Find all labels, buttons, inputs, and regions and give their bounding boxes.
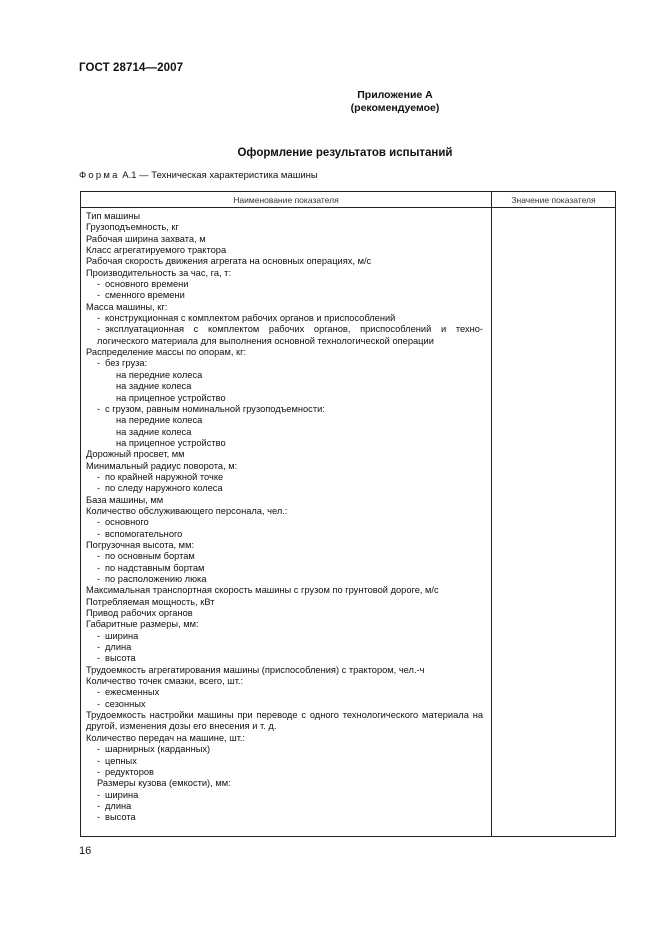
table-row: - по надставным бортам bbox=[97, 562, 205, 573]
column-header-value: Значение показателя bbox=[492, 192, 616, 208]
form-label: Форма bbox=[79, 170, 120, 181]
indicator-values-cell bbox=[492, 208, 616, 837]
column-header-name: Наименование показателя bbox=[81, 192, 492, 208]
table-row: - сезонных bbox=[97, 698, 146, 709]
table-row: на передние колеса bbox=[116, 415, 203, 426]
table-row: Трудоемкость настройки машины при переводе с одного технологического материала на другой, изменения дозы его внесения и т. д. bbox=[86, 710, 483, 732]
table-row: Максимальная транспортная скорость машины с грузом по грунтовой дороге, м/с bbox=[86, 585, 439, 596]
table-row: Производительность за час, га, т: bbox=[86, 267, 232, 278]
table-row: - цепных bbox=[97, 755, 137, 766]
table-row: Количество обслуживающего персонала, чел.: bbox=[86, 505, 288, 516]
dash-marker: - bbox=[97, 279, 101, 290]
table-row: - без груза: bbox=[97, 358, 148, 369]
table-row: - ширина bbox=[97, 789, 139, 800]
table-row: База машины, мм bbox=[86, 494, 164, 505]
table-row: - по крайней наружной точке bbox=[97, 471, 224, 482]
dash-marker: - bbox=[97, 698, 101, 709]
dash-marker: - bbox=[97, 562, 101, 573]
dash-marker: - bbox=[97, 653, 101, 664]
dash-marker: - bbox=[97, 574, 101, 584]
dash-marker: - bbox=[97, 789, 101, 800]
table-row: Грузоподъемность, кг bbox=[86, 222, 179, 233]
dash-marker: - bbox=[97, 528, 101, 539]
dash-marker: - bbox=[97, 642, 101, 653]
table-row: - ширина bbox=[97, 630, 139, 641]
table-row: - длина bbox=[97, 642, 132, 653]
dash-marker: - bbox=[97, 755, 101, 766]
table-body-row bbox=[81, 208, 616, 837]
table-row: - вспомогательного bbox=[97, 528, 183, 539]
dash-marker: - bbox=[97, 471, 101, 482]
table-row: Рабочая скорость движения агрегата на основных операциях, м/с bbox=[86, 256, 372, 267]
page-number: 16 bbox=[79, 845, 92, 857]
table-row: - редукторов bbox=[97, 766, 154, 777]
table-row: Дорожный просвет, мм bbox=[86, 449, 185, 460]
table-row: - высота bbox=[97, 653, 136, 664]
table-row: - конструкционная с комплектом рабочих органов и приспособлений bbox=[97, 313, 396, 324]
table-row: Класс агрегатируемого трактора bbox=[86, 245, 227, 256]
table-row: Количество точек смазки, всего, шт.: bbox=[86, 676, 244, 687]
table-row: Минимальный радиус поворота, м: bbox=[86, 460, 238, 471]
table-row: - высота bbox=[97, 812, 136, 823]
table-row: - по основным бортам bbox=[97, 551, 195, 562]
dash-marker: - bbox=[97, 358, 101, 369]
table-row: - по расположению люка bbox=[97, 574, 207, 584]
table-row: - ежесменных bbox=[97, 687, 160, 698]
dash-marker: - bbox=[97, 744, 101, 755]
dash-marker: - bbox=[97, 403, 101, 414]
table-row: - эксплуатационная с комплектом рабочих органов, приспособлений и техно-логического материала для выполнения основной технологической операции bbox=[97, 324, 483, 346]
table-row: Распределение массы по опорам, кг: bbox=[86, 347, 247, 358]
appendix-heading bbox=[230, 89, 560, 115]
table-row: Привод рабочих органов bbox=[86, 608, 193, 619]
dash-marker: - bbox=[97, 687, 101, 698]
dash-marker: - bbox=[97, 551, 101, 562]
document-code: ГОСТ 28714—2007 bbox=[79, 62, 184, 74]
dash-marker: - bbox=[97, 313, 101, 324]
table-row: Количество передач на машине, шт.: bbox=[86, 732, 246, 743]
table-row: на задние колеса bbox=[116, 381, 192, 392]
section-title: Оформление результатов испытаний bbox=[237, 147, 453, 159]
dash-marker: - bbox=[97, 290, 101, 301]
dash-marker: - bbox=[97, 483, 101, 494]
appendix-title: Приложение А bbox=[357, 89, 433, 101]
dash-marker: - bbox=[97, 630, 101, 641]
table-row: - основного времени bbox=[97, 279, 189, 290]
table-row: - длина bbox=[97, 800, 132, 811]
table-row: Тип машины bbox=[86, 211, 141, 221]
form-number: А.1 bbox=[122, 170, 137, 181]
dash-marker: - bbox=[97, 800, 101, 811]
table-row: Трудоемкость агрегатирования машины (приспособления) с трактором, чел.-ч bbox=[86, 664, 425, 675]
spec-table bbox=[80, 191, 616, 837]
table-row: Масса машины, кг: bbox=[86, 301, 168, 312]
table-row: - с грузом, равным номинальной грузоподъемности: bbox=[97, 403, 325, 414]
appendix-note: (рекомендуемое) bbox=[350, 102, 440, 114]
table-header-row bbox=[81, 192, 616, 208]
table-row: на задние колеса bbox=[116, 426, 192, 437]
table-row: - сменного времени bbox=[97, 290, 185, 301]
table-row: Рабочая ширина захвата, м bbox=[86, 233, 206, 244]
table-row: - шарнирных (карданных) bbox=[97, 744, 211, 755]
form-title: — Техническая характеристика машины bbox=[139, 170, 318, 181]
dash-marker: - bbox=[97, 324, 101, 335]
table-row: на прицепное устройство bbox=[116, 392, 226, 403]
table-row: на передние колеса bbox=[116, 369, 203, 380]
form-caption bbox=[79, 170, 318, 181]
dash-marker: - bbox=[97, 517, 101, 528]
indicator-names-cell bbox=[81, 208, 492, 837]
table-row: - основного bbox=[97, 517, 149, 528]
table-row: Погрузочная высота, мм: bbox=[86, 539, 195, 550]
table-row: Потребляемая мощность, кВт bbox=[86, 596, 215, 607]
table-row: Габаритные размеры, мм: bbox=[86, 619, 199, 630]
table-row: Размеры кузова (емкости), мм: bbox=[97, 778, 231, 789]
table-row: на прицепное устройство bbox=[116, 437, 226, 448]
table-row: - по следу наружного колеса bbox=[97, 483, 223, 494]
dash-marker: - bbox=[97, 812, 101, 823]
dash-marker: - bbox=[97, 766, 101, 777]
